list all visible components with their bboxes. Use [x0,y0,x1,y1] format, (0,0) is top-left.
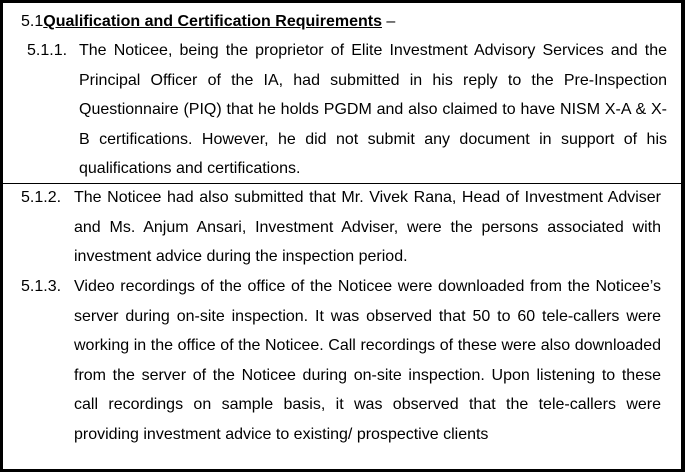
section-heading [21,12,395,32]
section-title: Qualification and Certification Requirements [43,13,382,30]
paragraph-text: The Noticee had also submitted that Mr. Vivek Rana, Head of Investment Adviser and Ms. Anjum Ansari, Investment Adviser, were the persons associated with investment advice during the inspection period. [74,189,661,266]
paragraph-text: Video recordings of the office of the Noticee were downloaded from the Noticee’s server during on-site inspection. It was observed that 50 to 60 tele-callers were working in the office of the Noticee. Call recordings of these were also downloaded from the server of the Noticee during on-site inspection. Upon listening to these call recordings on sample basis, it was observed that the tele-callers were providing investment advice to existing/ prospective clients [74,278,661,443]
paragraph-5-1-2 [21,183,661,272]
paragraph-text: The Noticee, being the proprietor of Elite Investment Advisory Services and the Principal Officer of the IA, had submitted in his reply to the Pre-Inspection Questionnaire (PIQ) that he holds PGDM and also claimed to have NISM X-A & X-B certifications. However, he did not submit any document in support of his qualifications and certifications. [79,42,667,178]
section-number: 5.1 [21,13,44,30]
document-page [3,3,681,469]
paragraph-number: 5.1.3. [21,278,62,295]
paragraph-5-1-1 [27,36,667,184]
paragraph-5-1-3 [21,272,661,450]
section-title-dash: – [381,13,396,30]
paragraph-number: 5.1.2. [21,189,62,206]
paragraph-number: 5.1.1. [27,42,68,59]
